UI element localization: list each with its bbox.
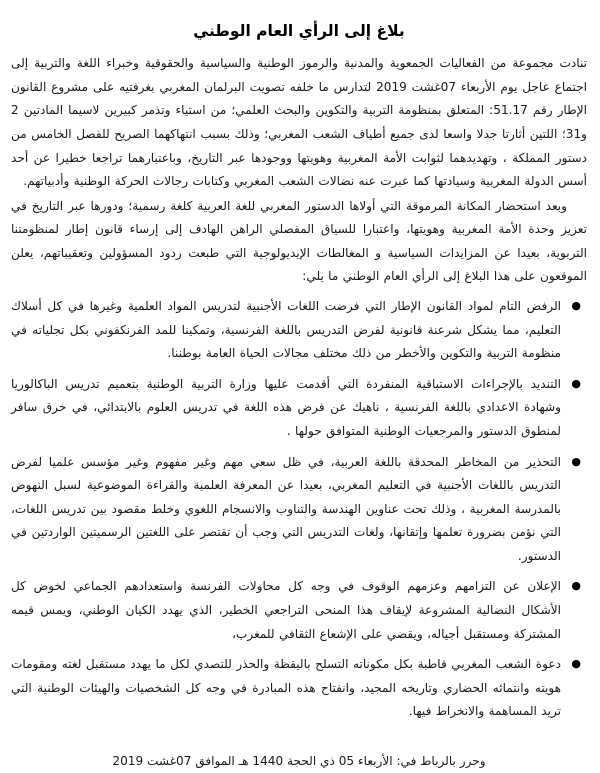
bullet-point-icon: ● (571, 657, 581, 671)
list-item (11, 373, 587, 444)
list-item-text: دعوة الشعب المغربي قاطبة بكل مكوناته التسلح باليقظة والحذر للتصدي لكل ما يهدد مستقبل لغته ومقومات هويته وانتمائه الحضاري وتاريخه المجيد، وانفتاح هذه المبادرة في وجه كل الشخصيات والهيئات الوطنية التي تريد المساهمة والانخراط فيها. (11, 657, 561, 719)
page-title: بلاغ إلى الرأي العام الوطني (193, 22, 405, 40)
intro-paragraph-2: وبعد استحضار المكانة المرموقة التي أولاها الدستور المغربي للغة العربية كلغة رسمية؛ ودورها عبر التاريخ في تعزيز وحدة الأمة المغربية وهويتها، واعتبارا للسياق المفصلي الراهن الهادف إلى إرساء قانون إطار لمنظومتنا التربوية، بعيدا عن المزايدات السياسية و المغالطات الإيديولوجية التي طبعت ردود المسؤولين وتعقيباتهم، يعلن الموقعون على هذا البلاغ إلى الرأي العام الوطني ما يلي: (11, 198, 587, 284)
list-item (11, 653, 587, 724)
list-item (11, 451, 587, 569)
demands-list (11, 295, 587, 724)
list-item (11, 295, 587, 366)
bullet-point-icon: ● (571, 376, 581, 390)
list-item-text: الرفض التام لمواد القانون الإطار التي فرضت اللغات الأجنبية لتدريس المواد العلمية وغيرها في كل أسلاك التعليم، مما يشكل شرعنة قانونية لفرض التدريس باللغة الفرنسية، وتمكينا للمد الفرنكفوني بكل تجلياته في منظومة التربية والتكوين والأخطر من ذلك مختلف مجالات الحياة العامة بوطننا. (11, 299, 561, 361)
list-item-text: التحذير من المخاطر المحدقة باللغة العربية، في ظل سعي مهم وغير مفهوم وغير مؤسس علميا لفرض التدريس باللغات الأجنبية في التعليم المغربي، بعيدا عن المعرفة العلمية والقراءة الموضوعية لسبل النهوض بالمدرسة المغربية ، وذلك تحت عناوين الهندسة والتناوب والانسجام اللغوي وخلط مقصود بين تدريس اللغات، التي نؤمن بضرورة تعلمها وإتقانها، ولغات التدريس التي وجب أن تقتصر على اللغتين الرسميتين الواردتين في الدستور. (11, 454, 561, 563)
bullet-point-icon: ● (571, 299, 581, 313)
intro-paragraph-1: تنادت مجموعة من الفعاليات الجمعوية والمدنية والرموز الوطنية والسياسية والحقوقية وخبراء اللغة والتربية إلى اجتماع عاجل يوم الأربعاء 07غشت 2019 لتدارس ما خلفه تصويت البرلمان المغربي بغرفتيه على مشروع القانون الإطار رقم 51.17: المتعلق بمنظومة التربية والتكوين والبحث العلمي؛ من استياء وتذمر كبيرين لاسيما المادتين 2 و31؛ اللتين أثارتا جدلا واسعا لدى جميع أطياف الشعب المغربي؛ وذلك بسبب انتهاكهما الصريح للفصل الخامس من دستور المملكة ، وتهديدهما لثوابت الأمة المغربية وهويتها ووجودها عبر التاريخ، وباعتبارهما تراجعا خطيرا عن أحد أسس الدولة المغربية وسيادتها كما عبرت عنه نضالات الشعب المغربي وكتابات رجالات الحركة الوطنية وأدبياتهم. (11, 56, 587, 189)
list-item (11, 575, 587, 646)
list-item-text: التنديد بالإجراءات الاستباقية المنفردة التي أقدمت عليها وزارة التربية الوطنية بتعميم تدريس الباكالوريا وشهادة الاعدادي باللغة الفرنسية ، ناهيك عن فرض هذه اللغة في تدريس العلوم بالابتدائي، في خرق سافر لمنطوق الدستور والمرجعيات الوطنية المتوافق حولها . (11, 376, 561, 438)
bullet-point-icon: ● (571, 579, 581, 593)
bullet-point-icon: ● (571, 454, 581, 468)
signature-line: وحرر بالرباط في: الأربعاء 05 ذي الحجة 1440 هـ الموافق 07غشت 2019 (112, 753, 486, 768)
list-item-text: الإعلان عن التزامهم وعزمهم الوقوف في وجه كل محاولات الفرنسة واستعدادهم الجماعي لخوض كل الأشكال النضالية المشروعة لإيقاف هذا المنحى التراجعي الخطير، الذي يهدد الكيان الوطني، ويمس قيمه المشتركة ومستقبل أجياله، ويقضي على الإشعاع الثقافي للمغرب، (11, 579, 561, 641)
